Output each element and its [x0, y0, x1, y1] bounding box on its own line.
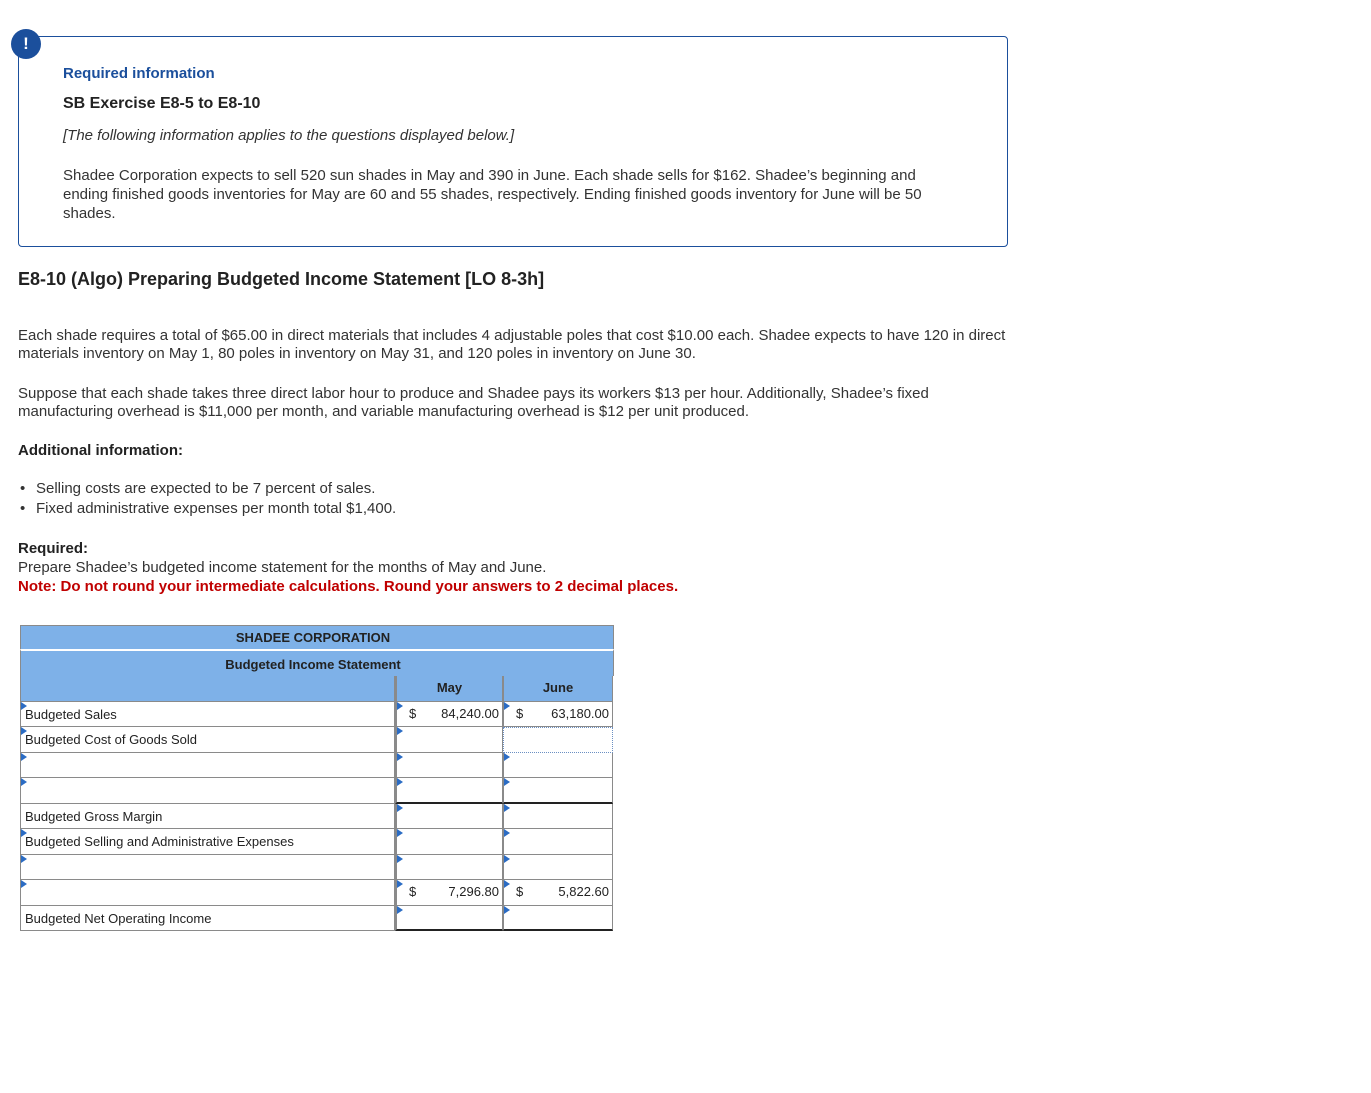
may-sales-input[interactable]: $ 84,240.00 — [395, 702, 503, 728]
dropdown-indicator-icon — [21, 880, 27, 888]
cell-indicator-icon — [504, 702, 510, 710]
required-information-box — [18, 36, 1008, 247]
june-sales-input[interactable]: $ 63,180.00 — [503, 702, 613, 728]
may-input-row4[interactable] — [395, 778, 503, 804]
june-net-income-input[interactable] — [503, 906, 613, 932]
row-label-cogs[interactable]: Budgeted Cost of Goods Sold — [20, 727, 395, 753]
may-net-income-input[interactable] — [395, 906, 503, 932]
additional-info-label: Additional information: — [18, 442, 183, 459]
may-total-sa-input[interactable]: $ 7,296.80 — [395, 880, 503, 906]
cell-indicator-icon — [397, 804, 403, 812]
column-header-row — [20, 676, 614, 702]
row-label-net-operating-income: Budgeted Net Operating Income — [20, 906, 395, 932]
statement-title-header: Budgeted Income Statement — [20, 649, 614, 676]
required-text: Prepare Shadee’s budgeted income statement for the months of May and June. — [18, 559, 547, 576]
june-input-row4[interactable] — [503, 778, 613, 804]
row-label-gross-margin: Budgeted Gross Margin — [20, 804, 395, 830]
exercise-title: SB Exercise E8-5 to E8-10 — [63, 95, 261, 112]
row-label-blank-1[interactable] — [20, 753, 395, 779]
scenario-description: Shadee Corporation expects to sell 520 sun shades in May and 390 in June. Each shade sells for $162. Shadee’s beginning and ending finished goods inventories for May are 60 and 55 shades, respectively. Ending finished goods inventory for June will be 50 shades. — [63, 167, 922, 222]
row-label-budgeted-sales[interactable]: Budgeted Sales — [20, 702, 395, 728]
cell-indicator-icon — [397, 906, 403, 914]
company-name-header: SHADEE CORPORATION — [20, 625, 614, 649]
cell-indicator-icon — [397, 702, 403, 710]
table-row — [20, 906, 614, 932]
required-information-heading: Required information — [63, 65, 215, 82]
may-selling-admin-input[interactable] — [395, 829, 503, 855]
row-label-blank-3[interactable] — [20, 855, 395, 881]
row-label-blank-4[interactable] — [20, 880, 395, 906]
cell-indicator-icon — [397, 778, 403, 786]
applies-note: [The following information applies to the questions displayed below.] — [63, 127, 515, 144]
dropdown-indicator-icon — [21, 702, 27, 710]
dropdown-indicator-icon — [21, 829, 27, 837]
table-row — [20, 727, 614, 753]
table-row — [20, 880, 614, 906]
table-row — [20, 702, 614, 728]
list-item: • Selling costs are expected to be 7 percent of sales. — [18, 479, 396, 499]
dropdown-indicator-icon — [21, 778, 27, 786]
col-may-header: May — [395, 676, 503, 702]
cell-indicator-icon — [397, 855, 403, 863]
may-input-row7[interactable] — [395, 855, 503, 881]
may-cogs-input[interactable] — [395, 727, 503, 753]
june-selling-admin-input[interactable] — [503, 829, 613, 855]
june-input-row3[interactable] — [503, 753, 613, 779]
cell-indicator-icon — [504, 855, 510, 863]
table-row — [20, 855, 614, 881]
list-item: • Fixed administrative expenses per month total $1,400. — [18, 499, 396, 519]
table-row — [20, 804, 614, 830]
cell-indicator-icon — [504, 804, 510, 812]
cell-indicator-icon — [397, 880, 403, 888]
budgeted-income-statement-table — [20, 625, 614, 931]
cell-indicator-icon — [397, 829, 403, 837]
june-input-row7[interactable] — [503, 855, 613, 881]
problem-title: E8-10 (Algo) Preparing Budgeted Income Statement [LO 8-3h] — [18, 269, 545, 289]
required-label: Required: — [18, 540, 89, 557]
exclamation-icon: ! — [11, 29, 41, 59]
table-row — [20, 829, 614, 855]
june-cogs-input[interactable] — [503, 727, 613, 753]
june-gross-margin-input[interactable] — [503, 804, 613, 830]
labor-overhead-paragraph: Suppose that each shade takes three direct labor hour to produce and Shadee pays its workers $13 per hour. Additionally, Shadee’s fixed manufacturing overhead is $11,000 per month, and variable manufacturing overhead is $12 per unit produced. — [18, 385, 929, 420]
additional-info-list — [18, 479, 396, 519]
dropdown-indicator-icon — [21, 753, 27, 761]
rounding-note: Note: Do not round your intermediate calculations. Round your answers to 2 decimal places. — [18, 578, 679, 595]
may-input-row3[interactable] — [395, 753, 503, 779]
col-june-header: June — [503, 676, 613, 702]
row-label-selling-admin[interactable]: Budgeted Selling and Administrative Expenses — [20, 829, 395, 855]
cell-indicator-icon — [397, 753, 403, 761]
dropdown-indicator-icon — [21, 855, 27, 863]
may-gross-margin-input[interactable] — [395, 804, 503, 830]
june-total-sa-input[interactable]: $ 5,822.60 — [503, 880, 613, 906]
table-row — [20, 753, 614, 779]
cell-indicator-icon — [504, 829, 510, 837]
cell-indicator-icon — [504, 778, 510, 786]
cell-indicator-icon — [504, 880, 510, 888]
cell-indicator-icon — [397, 727, 403, 735]
row-label-blank-2[interactable] — [20, 778, 395, 804]
cell-indicator-icon — [504, 753, 510, 761]
cell-indicator-icon — [504, 906, 510, 914]
materials-paragraph: Each shade requires a total of $65.00 in direct materials that includes 4 adjustable poles that cost $10.00 each. Shadee expects to have 120 in direct materials inventory on May 1, 80 poles in inventory on May 31, and 120 poles in inventory on June 30. — [18, 327, 1006, 362]
table-row — [20, 778, 614, 804]
dropdown-indicator-icon — [21, 727, 27, 735]
